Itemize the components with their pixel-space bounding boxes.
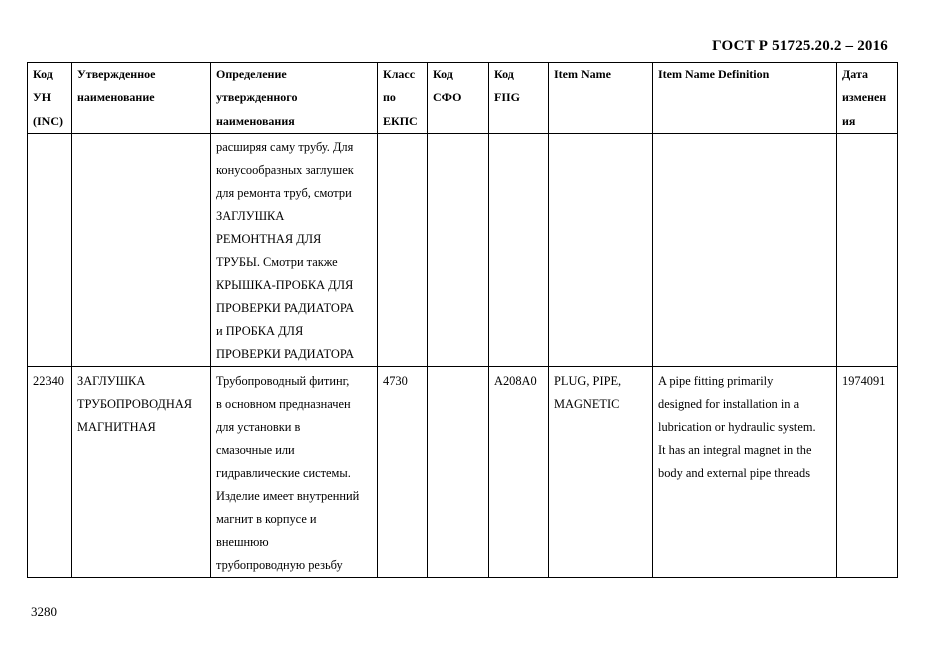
column-header-item-name-definition: Item Name Definition <box>653 63 837 134</box>
column-header-fiig-code: Код FIIG <box>489 63 549 134</box>
cell-item-name: PLUG, PIPE, MAGNETIC <box>549 366 653 577</box>
column-header-item-name: Item Name <box>549 63 653 134</box>
cell-approved-name: ЗАГЛУШКА ТРУБОПРОВОДНАЯ МАГНИТНАЯ <box>72 366 211 577</box>
cell-sfo-code <box>428 133 489 366</box>
document-standard-header: ГОСТ Р 51725.20.2 – 2016 <box>712 38 888 54</box>
cell-change-date <box>837 133 898 366</box>
cell-sfo-code <box>428 366 489 577</box>
table-header-row <box>28 63 898 134</box>
cell-approved-name <box>72 133 211 366</box>
column-header-approved-name: Утвержденное наименование <box>72 63 211 134</box>
cell-item-name-definition <box>653 133 837 366</box>
column-header-sfo-code: Код СФО <box>428 63 489 134</box>
column-header-ekps-class: Класс по ЕКПС <box>378 63 428 134</box>
catalog-table <box>27 62 898 578</box>
column-header-inc-code: Код УН (INC) <box>28 63 72 134</box>
column-header-name-definition: Определение утвержденного наименования <box>211 63 378 134</box>
cell-inc-code: 22340 <box>28 366 72 577</box>
cell-inc-code <box>28 133 72 366</box>
column-header-change-date: Дата изменен ия <box>837 63 898 134</box>
table-row <box>28 366 898 577</box>
cell-name-definition: расширяя саму трубу. Для конусообразных заглушек для ремонта труб, смотри ЗАГЛУШКА РЕМОНТНАЯ ДЛЯ ТРУБЫ. Смотри также КРЫШКА-ПРОБКА ДЛЯ ПРОВЕРКИ РАДИАТОРА и ПРОБКА ДЛЯ ПРОВЕРКИ РАДИАТОРА <box>211 133 378 366</box>
cell-change-date: 1974091 <box>837 366 898 577</box>
cell-ekps-class <box>378 133 428 366</box>
cell-ekps-class: 4730 <box>378 366 428 577</box>
cell-item-name-definition: A pipe fitting primarily designed for installation in a lubrication or hydraulic system. It has an integral magnet in the body and external pipe threads <box>653 366 837 577</box>
cell-fiig-code: A208A0 <box>489 366 549 577</box>
page-number: 3280 <box>31 604 57 619</box>
table-row <box>28 133 898 366</box>
cell-fiig-code <box>489 133 549 366</box>
cell-name-definition: Трубопроводный фитинг, в основном предназначен для установки в смазочные или гидравлические системы. Изделие имеет внутренний магнит в корпусе и внешнюю трубопроводную резьбу <box>211 366 378 577</box>
cell-item-name <box>549 133 653 366</box>
